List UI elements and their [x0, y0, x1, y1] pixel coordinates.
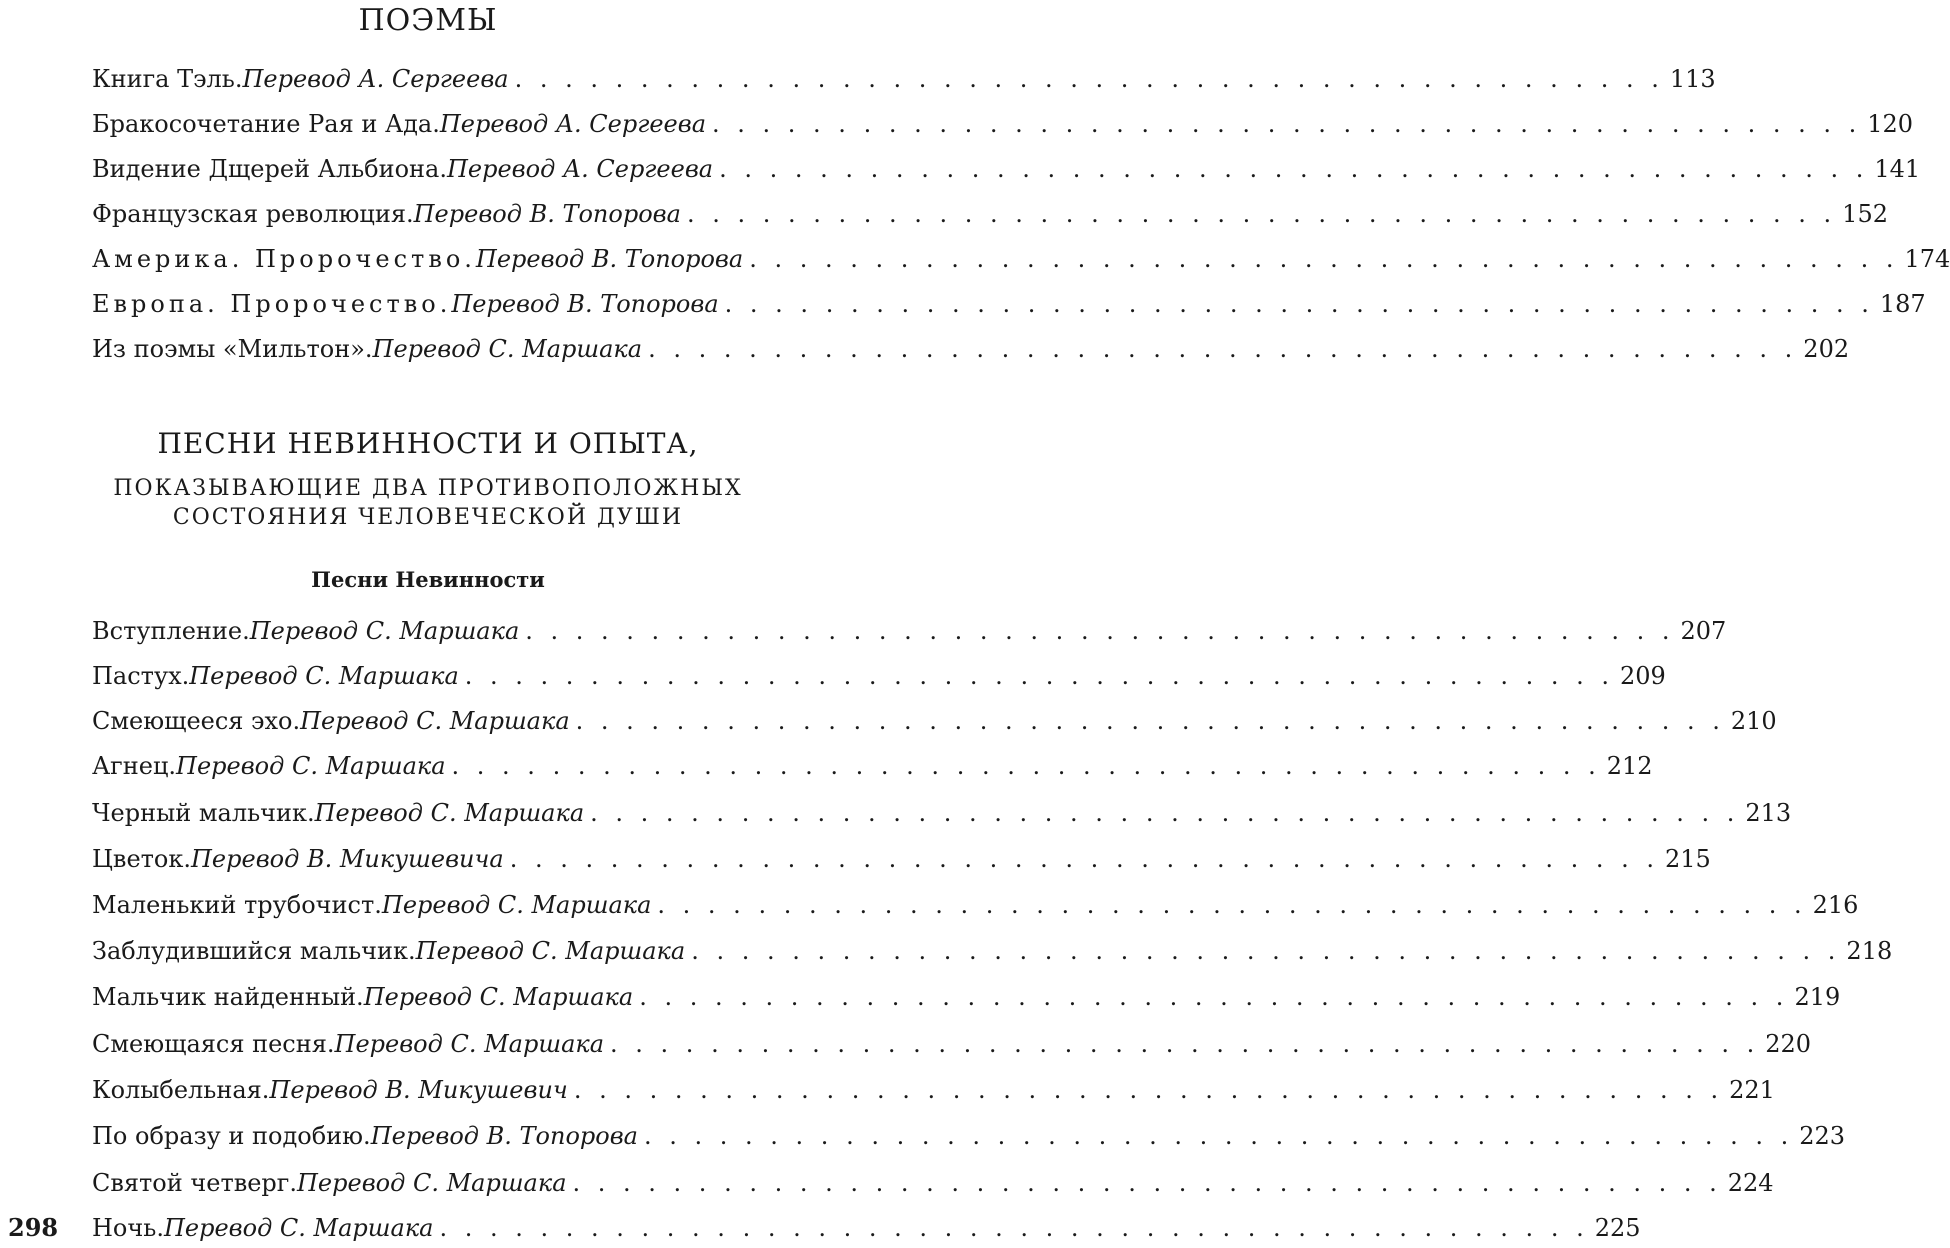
entry-translator: Перевод В. Топорова: [413, 200, 681, 228]
entry-title: Колыбельная.: [92, 1076, 270, 1104]
entry-translator: Перевод А. Сергеева: [446, 155, 714, 183]
leader-dots: . . . . . . . . . . . . . . . . . . . . . . . . . . . . . . . . . . . . . . . . . . . . . .: [464, 662, 1614, 690]
entry-title: Смеющееся эхо.: [92, 707, 301, 735]
section-heading-songs: ПЕСНИ НЕВИННОСТИ И ОПЫТА,: [157, 427, 699, 460]
leader-dots: . . . . . . . . . . . . . . . . . . . . . . . . . . . . . . . . . . . . . . . . . . . . . .: [509, 845, 1659, 873]
entry-title: Книга Тэль.: [92, 65, 243, 93]
entry-translator: Перевод В. Топорова: [370, 1122, 638, 1150]
entry-translator: Перевод А. Сергеева: [242, 65, 509, 93]
toc-entry: [92, 1070, 1775, 1110]
entry-page: 223: [1799, 1122, 1846, 1150]
entry-title: Агнец.: [92, 752, 177, 780]
toc-entry: [92, 885, 1859, 925]
toc-entry: [92, 149, 1921, 189]
subsection-heading: Песни Невинности: [311, 567, 545, 592]
leader-dots: . . . . . . . . . . . . . . . . . . . . . . . . . . . . . . . . . . . . . . . . . . . . . .: [575, 707, 1725, 735]
entry-translator: Перевод С. Маршака: [415, 937, 686, 965]
entry-translator: Перевод В. Микушевича: [191, 845, 504, 873]
entry-page: 212: [1606, 752, 1653, 780]
entry-translator: Перевод С. Маршака: [300, 707, 570, 735]
entry-translator: Перевод С. Маршака: [334, 1030, 605, 1058]
toc-entry: [92, 793, 1792, 833]
entry-title: По образу и подобию.: [92, 1122, 371, 1150]
entry-title: Ночь.: [92, 1214, 164, 1242]
entry-title: Европа. Пророчество.: [92, 290, 452, 318]
leader-dots: . . . . . . . . . . . . . . . . . . . . . . . . . . . . . . . . . . . . . . . . . . . . . .: [644, 1122, 1794, 1150]
entry-title: Цветок.: [92, 845, 191, 873]
entry-page: 219: [1794, 983, 1841, 1011]
entry-page: 218: [1846, 937, 1893, 965]
entry-title: Видение Дщерей Альбиона.: [92, 155, 447, 183]
entry-page: 215: [1664, 845, 1711, 873]
entry-translator: Перевод С. Маршака: [372, 335, 643, 363]
leader-dots: . . . . . . . . . . . . . . . . . . . . . . . . . . . . . . . . . . . . . . . . . . . . . .: [610, 1030, 1760, 1058]
toc-entry: [92, 701, 1777, 741]
leader-dots: . . . . . . . . . . . . . . . . . . . . . . . . . . . . . . . . . . . . . . . . . . . . . .: [639, 983, 1789, 1011]
leader-dots: . . . . . . . . . . . . . . . . . . . . . . . . . . . . . . . . . . . . . . . . . . . . . .: [525, 617, 1675, 645]
entry-translator: Перевод С. Маршака: [189, 662, 459, 690]
entry-title: Черный мальчик.: [92, 799, 315, 827]
toc-entry: [92, 1208, 1641, 1248]
leader-dots: . . . . . . . . . . . . . . . . . . . . . . . . . . . . . . . . . . . . . . . . . . . . . .: [749, 245, 1899, 273]
toc-entry: [92, 611, 1727, 651]
entry-title: Вступление.: [92, 617, 250, 645]
entry-page: 152: [1842, 200, 1888, 228]
section-subheading-line1: ПОКАЗЫВАЮЩИЕ ДВА ПРОТИВОПОЛОЖНЫХ: [113, 476, 743, 501]
toc-entry: [92, 104, 1914, 144]
leader-dots: . . . . . . . . . . . . . . . . . . . . . . . . . . . . . . . . . . . . . . . . . . . . . .: [648, 335, 1798, 363]
leader-dots: . . . . . . . . . . . . . . . . . . . . . . . . . . . . . . . . . . . . . . . . . . . . . .: [573, 1076, 1724, 1104]
entry-title: Пастух.: [92, 662, 190, 690]
entry-title: Смеющаяся песня.: [92, 1030, 335, 1058]
entry-title: Французская революция.: [92, 200, 414, 228]
leader-dots: . . . . . . . . . . . . . . . . . . . . . . . . . . . . . . . . . . . . . . . . . . . . . .: [691, 937, 1841, 965]
entry-translator: Перевод С. Маршака: [297, 1169, 567, 1197]
leader-dots: . . . . . . . . . . . . . . . . . . . . . . . . . . . . . . . . . . . . . . . . . . . . . .: [712, 110, 1862, 138]
leader-dots: . . . . . . . . . . . . . . . . . . . . . . . . . . . . . . . . . . . . . . . . . . . . . .: [686, 200, 1837, 228]
entry-translator: Перевод С. Маршака: [363, 983, 634, 1011]
leader-dots: . . . . . . . . . . . . . . . . . . . . . . . . . . . . . . . . . . . . . . . . . . . . . .: [724, 290, 1874, 318]
leader-dots: . . . . . . . . . . . . . . . . . . . . . . . . . . . . . . . . . . . . . . . . . . . . . .: [439, 1214, 1589, 1242]
leader-dots: . . . . . . . . . . . . . . . . . . . . . . . . . . . . . . . . . . . . . . . . . . . . . .: [719, 155, 1869, 183]
entry-translator: Перевод В. Топорова: [451, 290, 719, 318]
leader-dots: . . . . . . . . . . . . . . . . . . . . . . . . . . . . . . . . . . . . . . . . . . . . . .: [451, 752, 1601, 780]
entry-page: 225: [1594, 1214, 1641, 1242]
entry-title: Маленький трубочист.: [92, 891, 382, 919]
entry-page: 174: [1904, 245, 1950, 273]
toc-entry: [92, 1163, 1774, 1203]
toc-entry: [92, 59, 1716, 99]
toc-entry: [92, 931, 1893, 971]
entry-page: 224: [1727, 1169, 1774, 1197]
entry-title: Америка. Пророчество.: [92, 245, 476, 273]
entry-page: 216: [1812, 891, 1859, 919]
entry-page: 210: [1730, 707, 1777, 735]
entry-title: Святой четверг.: [92, 1169, 297, 1197]
entry-title: Бракосочетание Рая и Ада.: [92, 110, 440, 138]
toc-entry: [92, 239, 1950, 279]
section-heading-poems: ПОЭМЫ: [358, 3, 498, 38]
toc-entry: [92, 656, 1666, 696]
entry-page: 221: [1729, 1076, 1775, 1104]
toc-entry: [92, 1024, 1812, 1064]
entry-translator: Перевод С. Маршака: [176, 752, 446, 780]
toc-entry: [92, 284, 1926, 324]
entry-page: 141: [1874, 155, 1921, 183]
entry-translator: Перевод В. Топорова: [475, 245, 744, 273]
entry-page: 202: [1803, 335, 1850, 363]
leader-dots: . . . . . . . . . . . . . . . . . . . . . . . . . . . . . . . . . . . . . . . . . . . . . .: [514, 65, 1664, 93]
entry-page: 220: [1765, 1030, 1812, 1058]
entry-page: 207: [1680, 617, 1727, 645]
entry-page: 113: [1669, 65, 1716, 93]
page-number: 298: [8, 1213, 59, 1242]
entry-translator: Перевод С. Маршака: [314, 799, 585, 827]
toc-entry: [92, 194, 1888, 234]
entry-title: Мальчик найденный.: [92, 983, 364, 1011]
entry-translator: Перевод В. Микушевич: [269, 1076, 568, 1104]
entry-page: 187: [1879, 290, 1926, 318]
entry-title: Заблудившийся мальчик.: [92, 937, 416, 965]
toc-entry: [92, 839, 1711, 879]
entry-page: 120: [1867, 110, 1914, 138]
leader-dots: . . . . . . . . . . . . . . . . . . . . . . . . . . . . . . . . . . . . . . . . . . . . . .: [590, 799, 1740, 827]
entry-translator: Перевод С. Маршака: [163, 1214, 434, 1242]
entry-translator: Перевод С. Маршака: [249, 617, 520, 645]
entry-title: Из поэмы «Мильтон».: [92, 335, 373, 363]
entry-page: 209: [1620, 662, 1666, 690]
leader-dots: . . . . . . . . . . . . . . . . . . . . . . . . . . . . . . . . . . . . . . . . . . . . . .: [657, 891, 1807, 919]
entry-translator: Перевод А. Сергеева: [439, 110, 707, 138]
toc-entry: [92, 329, 1850, 369]
entry-translator: Перевод С. Маршака: [381, 891, 652, 919]
toc-entry: [92, 977, 1841, 1017]
toc-entry: [92, 746, 1653, 786]
entry-page: 213: [1745, 799, 1792, 827]
toc-entry: [92, 1116, 1846, 1156]
section-subheading-line2: СОСТОЯНИЯ ЧЕЛОВЕЧЕСКОЙ ДУШИ: [172, 505, 684, 530]
leader-dots: . . . . . . . . . . . . . . . . . . . . . . . . . . . . . . . . . . . . . . . . . . . . . .: [572, 1169, 1722, 1197]
